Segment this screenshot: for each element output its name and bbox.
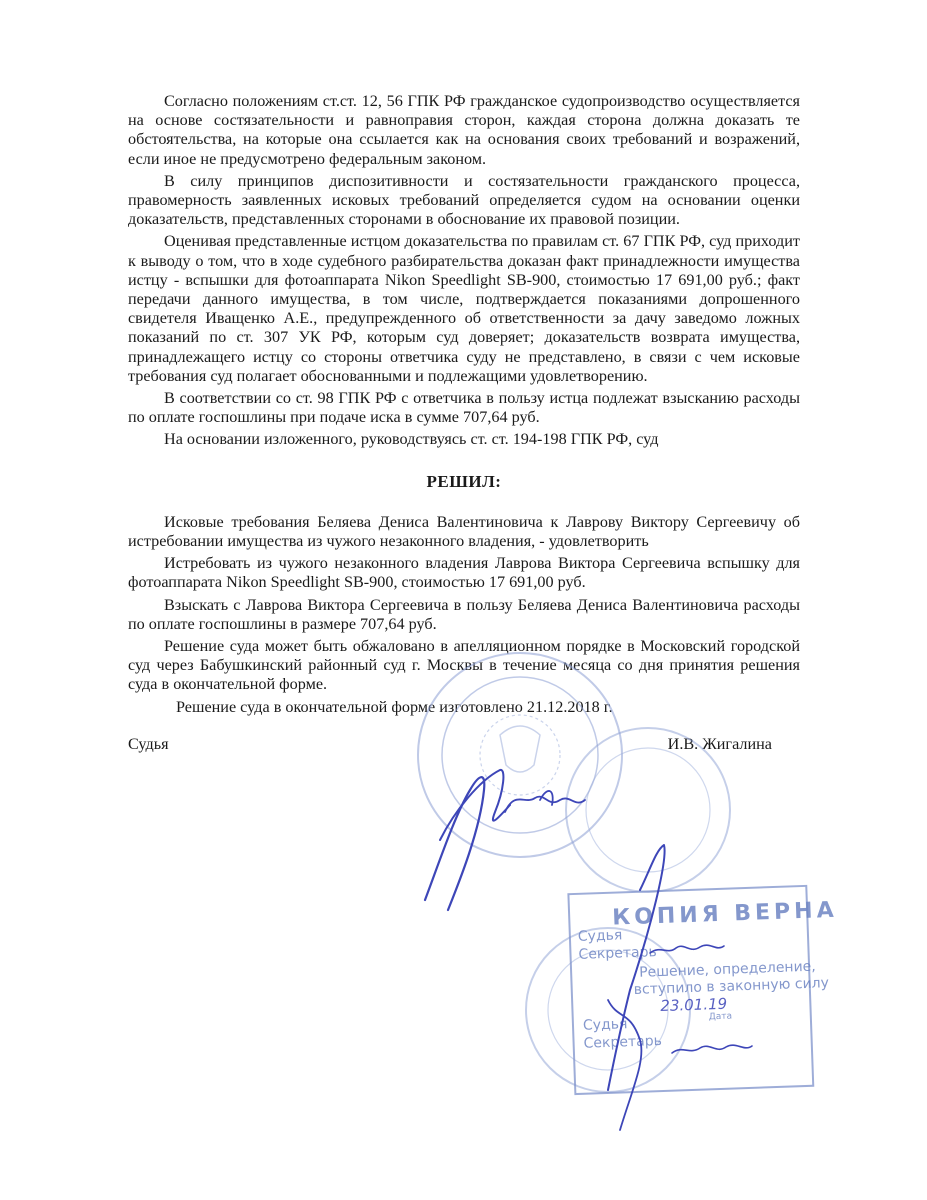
stamp-date-label: Дата <box>708 1011 733 1023</box>
stamp-title: КОПИЯ ВЕРНА <box>611 897 839 931</box>
stamp-judge-label: Судья <box>577 927 623 945</box>
decision-paragraph: Исковые требования Беляева Дениса Валентиновича к Лаврову Виктору Сергеевичу об истребовании имущества из чужого незаконного владения, - удовлетворить <box>128 512 800 551</box>
paragraph: В соответствии со ст. 98 ГПК РФ с ответчика в пользу истца подлежат взысканию расходы по оплате госпошлины при подаче иска в сумме 707,64 руб. <box>128 389 800 427</box>
decision-paragraph: Истребовать из чужого незаконного владения Лаврова Виктора Сергеевича вспышку для фотоаппарата Nikon Speedlight SB-900, стоимостью 17 691,00 руб. <box>128 554 800 592</box>
document-body <box>128 92 800 720</box>
judge-name: И.В. Жигалина <box>667 735 772 753</box>
copy-verified-stamp <box>568 885 843 1094</box>
lower-seal-icon <box>526 928 690 1092</box>
paragraph: Оценивая представленные истцом доказательства по правилам ст. 67 ГПК РФ, суд приходит к выводу о том, что в ходе судебного разбирательства доказан факт принадлежности имущества истцу - вспышки для фотоаппарата Nikon Speedlight SB-900, стоимостью 17 691,00 руб.; факт передачи данного имущества, в том числе, подтверждается показаниями допрошенного свидетеля Иващенко А.Е., предупрежденного об ответственности за дачу заведомо ложных показаний по ст. 307 УК РФ, которым суд доверяет; доказательств возврата имущества, принадлежащего истцу со стороны ответчика суду не представлено, в связи с чем исковые требования суд полагает обоснованными и подлежащими удовлетворению. <box>128 232 800 385</box>
decision-paragraph: Взыскать с Лаврова Виктора Сергеевича в пользу Беляева Дениса Валентиновича расходы по оплате госпошлины в размере 707,64 руб. <box>128 595 800 633</box>
judge-title: Судья <box>128 735 169 753</box>
stamp-status-line1: Решение, определение, <box>638 958 817 981</box>
decision-heading: РЕШИЛ: <box>426 471 502 491</box>
stamp-judge-label-2: Судья <box>582 1016 628 1034</box>
stamp-status-line2: вступило в законную силу <box>633 975 830 998</box>
paragraph: На основании изложенного, руководствуясь ст. ст. 194-198 ГПК РФ, суд <box>164 430 659 449</box>
stamp-signature-icon <box>608 845 752 1130</box>
decision-paragraph: Решение суда в окончательной форме изготовлено 21.12.2018 г. <box>176 697 613 716</box>
judge-signature-icon <box>425 770 585 910</box>
stamp-secretary-label-2: Секретарь <box>583 1033 663 1052</box>
paragraph: В силу принципов диспозитивности и состязательности гражданского процесса, правомерность заявленных исковых требований определяется судом на основании оценки доказательств, представленных сторонами в обоснование их правовой позиции. <box>128 171 800 229</box>
stamp-secretary-label: Секретарь <box>578 944 657 963</box>
stamp-date: 23.01.19 <box>660 994 728 1016</box>
decision-paragraph: Решение суда может быть обжаловано в апелляционном порядке в Московский городской суд через Бабушкинский районный суд г. Москвы в течение месяца со дня принятия решения суда в окончательной форме. <box>128 637 800 694</box>
paragraph: Согласно положениям ст.ст. 12, 56 ГПК РФ гражданское судопроизводство осуществляется на основе состязательности и равноправия сторон, каждая сторона должна доказать те обстоятельства, на которые она ссылается как на основания своих требований и возражений, если иное не предусмотрено федеральным законом. <box>128 92 800 168</box>
